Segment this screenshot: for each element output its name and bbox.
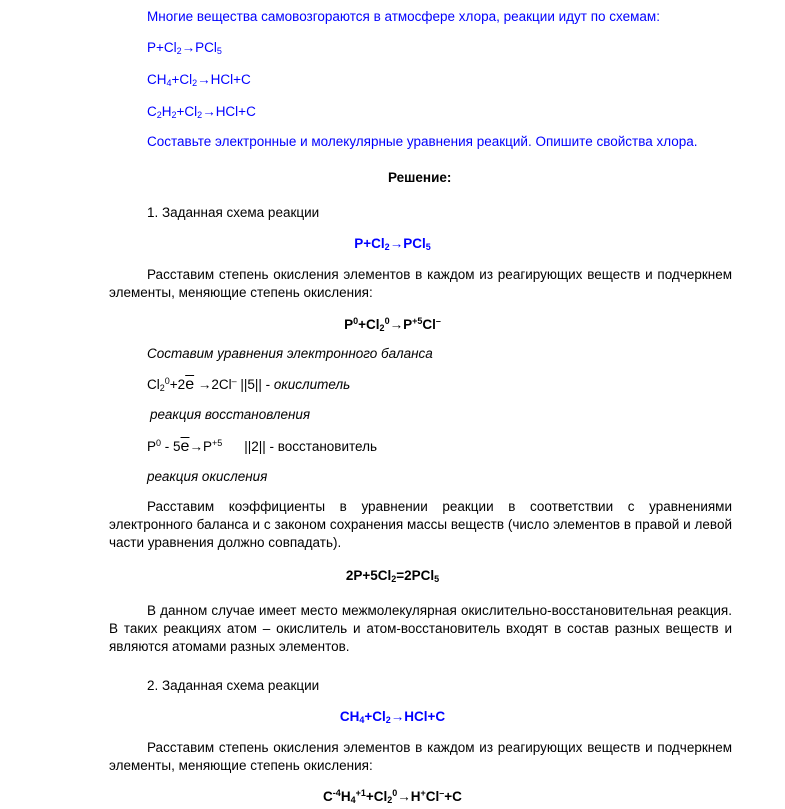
ox-states-paragraph: Расставим степень окисления элементов в каждом из реагирующих веществ и подчеркнем элементы, меняющие степень окисления: [109, 267, 732, 300]
half-reaction-1: $Cl_2^0+2\overline{e} \to 2Cl^-$ ||5|| - окислитель [147, 376, 351, 393]
step2-title: 2. Заданная схема реакции [147, 678, 320, 693]
reduction-label: реакция восстановления [150, 407, 311, 422]
ox-states-paragraph-2: Расставим степень окисления элементов в каждом из реагирующих веществ и подчеркнем элементы, меняющие степень окисления: [109, 740, 732, 773]
solution-heading: Решение: [388, 170, 452, 185]
coefficients-paragraph: Расставим коэффициенты в уравнении реакции в соответствии с уравнениями электронного баланса и с законом сохранения массы веществ (число элементов в правой и левой части уравнения должно совпадать). [109, 499, 732, 550]
scheme-3: $C_2H_2+Cl_2\to HCl+C$ [147, 104, 256, 120]
step1-title: 1. Заданная схема реакции [147, 205, 320, 220]
conclusion-paragraph: В данном случае имеет место межмолекулярная окислительно-восстановительная реакция. В таких реакциях атом – окислитель и атом-восстановитель входят в состав разных веществ и являются атомами разных элементов. [109, 603, 732, 654]
half-reaction-2: $P^0 - 5\overline{e}\to P^{+5}$ ||2|| - восстановитель [147, 438, 378, 455]
task-intro: Многие вещества самовозгораются в атмосфере хлора, реакции идут по схемам: [147, 9, 660, 24]
scheme-2: $CH_4+Cl_2\to HCl+C$ [147, 72, 251, 88]
equation-1-final: $2P+5Cl_2=2PCl_5$ [345, 568, 440, 584]
equation-1-oxidation: $P^0+Cl_2^0\to P^{+5}Cl^-$ [344, 316, 441, 333]
balance-title: Составим уравнения электронного баланса [147, 346, 433, 361]
scheme-1: $P+Cl_2\to PCl_5$ [147, 40, 222, 56]
equation-2: $CH_4+Cl_2\to HCl+C$ [339, 709, 446, 725]
equation-1: $P+Cl_2\to PCl_5$ [354, 236, 431, 252]
equation-2-oxidation: $C^{-4}H_4^{+1}+Cl_2^0\to H^+Cl^-+C$ [323, 788, 462, 805]
task-question: Составьте электронные и молекулярные уравнения реакций. Опишите свойства хлора. [147, 134, 698, 149]
oxidation-label: реакция окисления [147, 469, 268, 484]
